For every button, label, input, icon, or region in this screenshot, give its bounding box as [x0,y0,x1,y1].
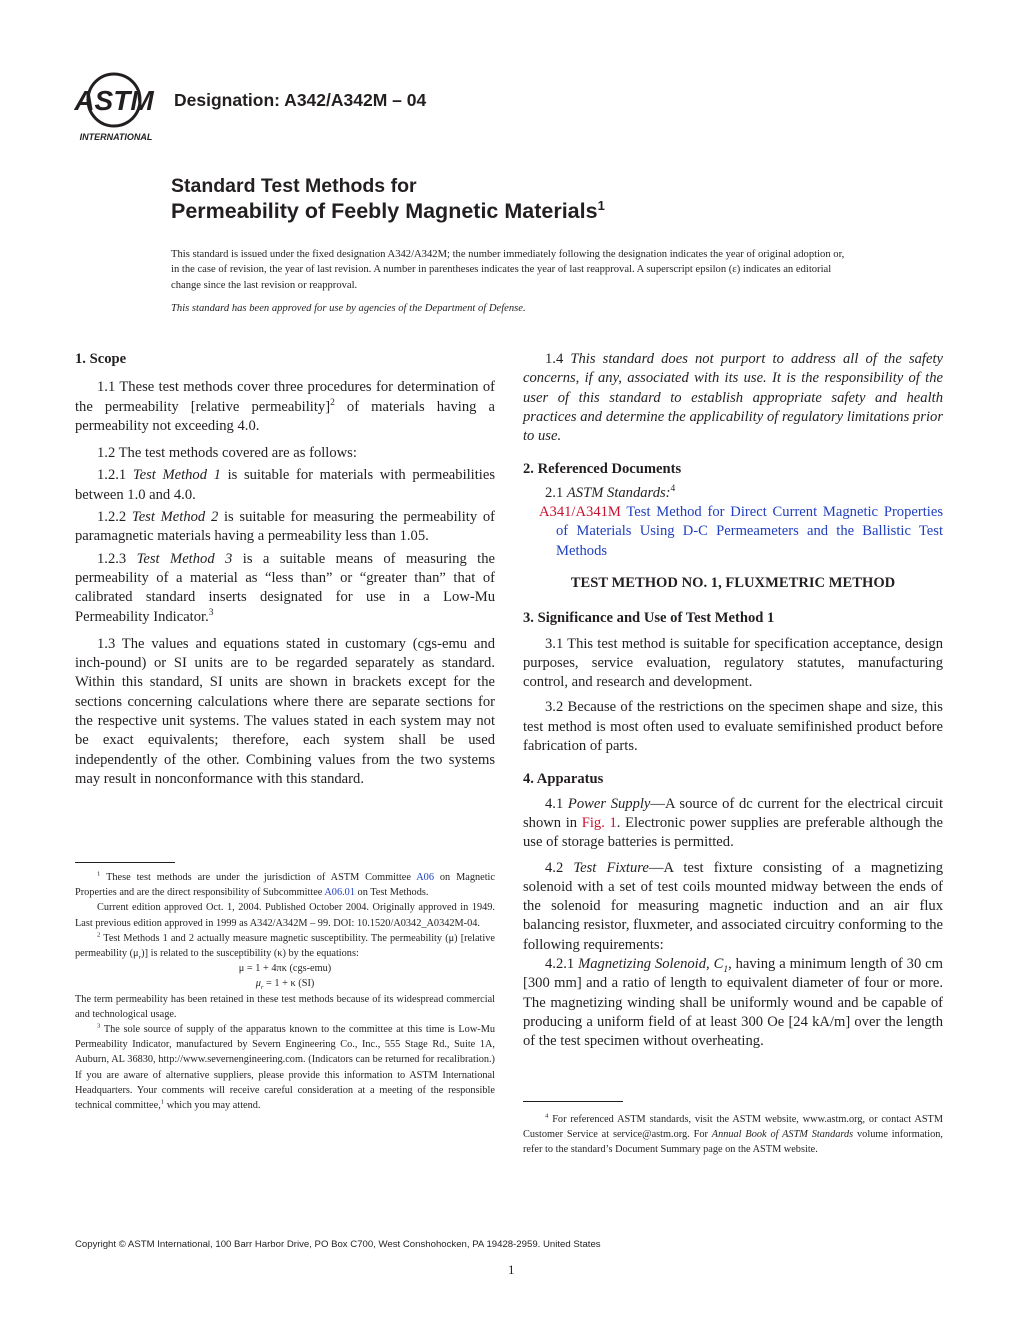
para-1-2: 1.2 The test methods covered are as follows: [97,445,357,462]
test-method-1-heading: TEST METHOD NO. 1, FLUXMETRIC METHOD [570,574,896,591]
para-4-1: 4.1 Power Supply—A source of dc current for the electrical circuit shown in Fig. 1. Electronic power supplies are preferable although the use of storage batteries is permitted. [523,795,944,851]
committee-a06-link[interactable]: A06 [416,872,434,883]
para-3-2: 3.2 Because of the restrictions on the specimen shape and size, this test method is most often used to evaluate semifinished product before fabrication of parts. [523,699,943,755]
page-number: 1 [508,1262,515,1277]
para-1-1: 1.1 These test methods cover three procedures for determination of the permeability [relative permeability]$^2$ of materials having a permeability not exceeding 4.0. [75,379,495,434]
para-1-2-2: 1.2.2 Test Method 2 is suitable for measuring the permeability of paramagnetic materials having a permeability less than 1.05. [75,509,495,545]
issuance-notice: This standard is issued under the fixed designation A342/A342M; the number immediately following the designation indicates the year of original adoption or, in the case of revision, the year of last revision. A number in parentheses indicates the year of last reapproval. A superscript epsilon (ε) indicates an editorial change since the last revision or reapproval. [171,249,845,291]
para-1-2-3: 1.2.3 Test Method 3 is a suitable means of measuring the permeability of a material as “less than” or “greater than” that of calibrated standard inserts designated for use in a Low-Mu Permeability Indicator.$^3$ [75,550,495,625]
footnote-2-retained: The term permeability has been retained in these test methods because of its widespread commercial and technological usage. [75,993,495,1020]
title-line-2: Permeability of Feebly Magnetic Materials$^1$ [171,197,605,223]
section-4-heading: 4. Apparatus [523,771,604,788]
footnote-3: $^3$ The sole source of supply of the apparatus known to the committee at this time is Low-Mu Permeability Indicator, manufactured by Severn Engineering Co., Inc., 555 Stage Rd., Suite 1A, Auburn, AL 36830, http://www.severnengineering.com. (Indicators can be returned for recalibration.) If you are aware of alternative suppliers, please provide this information to ASTM International Headquarters. Your comments will receive careful consideration at a meeting of the responsible technical committee,$^1$ which you may attend. [75,1022,495,1112]
footnotes-right [523,1112,943,1158]
left-column [75,350,495,789]
para-2-1: 2.1 ASTM Standards:$^4$ [545,483,676,501]
footnote-1-edition: Current edition approved Oct. 1, 2004. Published October 2004. Originally approved in 1949. Last previous edition approved in 1999 as A342/A342M – 99. DOI: 10.1520/A0342_A0342M-04. [75,902,495,929]
equation-2: $\mu_r = 1 + \kappa$ (SI) [255,978,315,992]
footnote-rule-right [523,1101,623,1102]
footnotes-left [75,870,495,1113]
astm-logo-mark [70,72,162,144]
reference-a341-link[interactable]: A341/A341M [539,504,621,521]
copyright-footer: Copyright © ASTM International, 100 Barr Harbor Drive, PO Box C700, West Conshohocken, PA 19428-2959. United States [75,1239,601,1250]
para-1-4: 1.4 This standard does not purport to address all of the safety concerns, if any, associated with its use. It is the responsibility of the user of this standard to establish appropriate safety and health practices and determine the applicability of regulatory limitations prior to use. [523,351,943,445]
title-line-1: Standard Test Methods for [171,175,417,197]
logo-letters: ASTM [74,85,154,116]
footnote-rule-left [75,862,175,863]
equation-1: μ = 1 + 4πκ (cgs-emu) [238,963,332,975]
para-1-2-1: 1.2.1 Test Method 1 is suitable for materials with permeabilities between 1.0 and 4.0. [75,467,495,503]
para-3-1: 3.1 This test method is suitable for specification acceptance, design purposes, service evaluation, regulatory statutes, manufacturing control, and research and development. [523,635,943,691]
astm-logo [70,72,162,144]
title-footnote-ref[interactable]: 1 [597,197,605,213]
section-1-heading: 1. Scope [75,351,127,367]
para-1-3: 1.3 The values and equations stated in customary (cgs-emu and inch-pound) or SI units are to be regarded separately as standard. Within this standard, SI units are shown in brackets except for the sections concerning calculations where there are separate sections for the respective unit systems. The values stated in each system may not be exact equivalents; therefore, each system shall be used independently of the other. Combining values from the two systems may result in nonconformance with this standard. [75,635,495,787]
defense-approval: This standard has been approved for use by agencies of the Department of Defense. [171,303,526,314]
para-4-2: 4.2 Test Fixture—A test fixture consisting of a magnetizing solenoid with a set of test coils mounted midway between the ends of the solenoid for measuring magnetic induction and an air flux balancing resistor, fluxmeter, and associated circuitry conforming to the following requirements: [523,859,943,953]
footnote-4: $^4$ For referenced ASTM standards, visit the ASTM website, www.astm.org, or contact ASTM Customer Service at service@astm.org. For Annual Book of ASTM Standards volume information, refer to the standard’s Document Summary page on the ASTM website. [523,1112,943,1156]
reference-a341-title[interactable]: Test Method for Direct Current Magnetic Properties of Materials Using D-C Permeameters and the Ballistic Test Methods [556,504,943,559]
logo-international: INTERNATIONAL [79,132,153,142]
subcommittee-a0601-link[interactable]: A06.01 [324,887,355,899]
footnote-2: $^2$ Test Methods 1 and 2 actually measure magnetic susceptibility. The permeability (μ) [relative permeability $(\mu_r)$] is related to the susceptibility (κ) by the equations: [75,931,495,962]
reference-a341 [523,503,943,561]
designation: Designation: A342/A342M – 04 [174,90,427,110]
fig-1-link[interactable]: Fig. 1 [581,814,617,831]
para-4-2-1: 4.2.1 Magnetizing Solenoid, $C_1$, having a minimum length of 30 cm [300 mm] and a ratio of length to equivalent diameter of four or more. The magnetizing winding shall be uniformly wound and be capable of producing a uniform field of at least 300 Oe [24 kA/m] over the length of the test specimen without overheating. [523,956,944,1050]
right-column [523,350,943,1052]
section-2-heading: 2. Referenced Documents [523,461,682,478]
footnote-1: $^1$ These test methods are under the jurisdiction of ASTM Committee A06 on Magnetic Properties and are the direct responsibility of Subcommittee A06.01 on Test Methods. [75,870,495,899]
section-3-heading: 3. Significance and Use of Test Method 1 [523,610,775,627]
